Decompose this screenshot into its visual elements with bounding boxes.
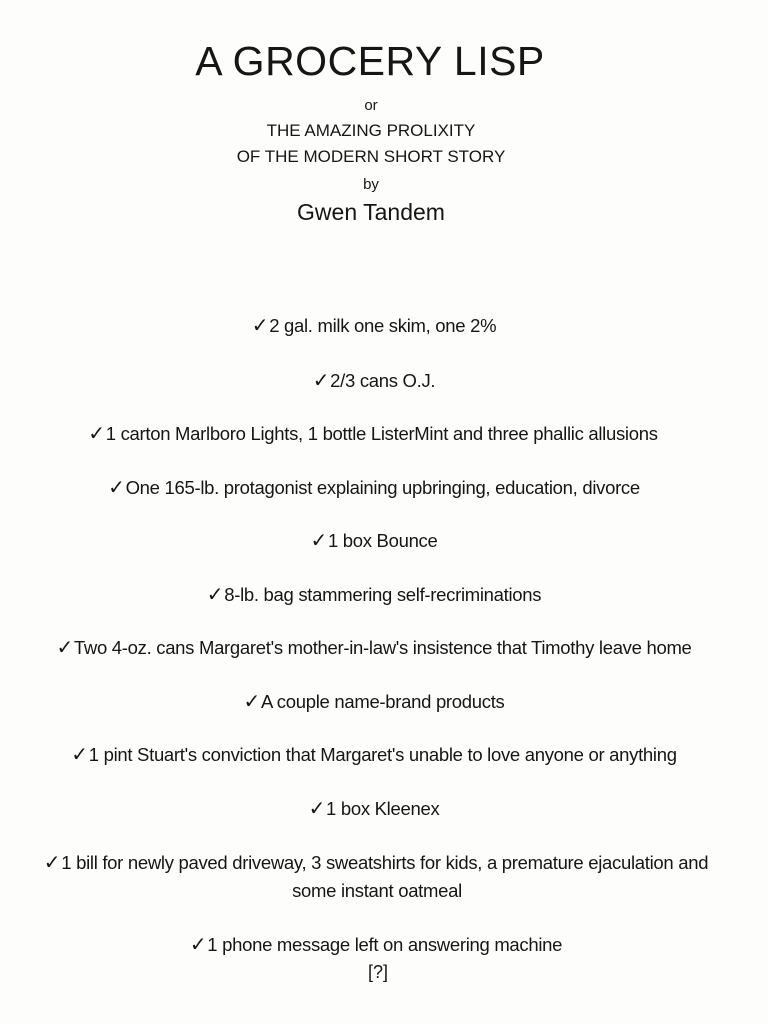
list-item xyxy=(0,741,748,768)
list-item-text: One 165-lb. protagonist explaining upbringing, education, divorce xyxy=(125,477,640,498)
list-item xyxy=(0,367,748,394)
check-icon: ✓ xyxy=(310,528,327,552)
list-item xyxy=(0,420,746,447)
list-item-text: Two 4-oz. cans Margaret's mother-in-law's insistence that Timothy leave home xyxy=(73,637,692,658)
author-name: Gwen Tandem xyxy=(297,199,445,225)
list-item-text: A couple name-brand products xyxy=(260,691,505,712)
check-icon: ✓ xyxy=(108,475,125,499)
check-icon: ✓ xyxy=(243,689,260,713)
list-item-text: 1 carton Marlboro Lights, 1 bottle ListerMint and three phallic allusions xyxy=(105,423,658,444)
list-item-text: 8-lb. bag stammering self-recriminations xyxy=(224,584,542,605)
subtitle-line-1: THE AMAZING PROLIXITY xyxy=(266,121,476,140)
list-item-text: 1 box Bounce xyxy=(327,530,438,551)
list-item-text: 2 gal. milk one skim, one 2% xyxy=(269,315,497,336)
list-item xyxy=(0,795,748,822)
footnote-mark: [?] xyxy=(367,962,388,982)
list-item-text: 1 phone message left on answering machine xyxy=(207,934,563,955)
list-item xyxy=(0,474,748,501)
list-item-text: 2/3 cans O.J. xyxy=(330,370,436,391)
list-item xyxy=(0,527,748,554)
check-icon: ✓ xyxy=(251,313,269,337)
check-icon: ✓ xyxy=(206,582,224,606)
check-icon: ✓ xyxy=(189,932,207,956)
list-item xyxy=(0,312,748,339)
document-title: A GROCERY LISP xyxy=(195,38,545,84)
or-line: or xyxy=(364,97,378,114)
list-item xyxy=(0,849,752,876)
list-item-continuation xyxy=(0,877,754,904)
list-item-text: 1 pint Stuart's conviction that Margaret's unable to love anyone or anything xyxy=(88,744,677,765)
list-item-text: 1 box Kleenex xyxy=(326,798,440,819)
list-item xyxy=(0,581,748,608)
list-item xyxy=(0,931,752,958)
list-item-text: 1 bill for newly paved driveway, 3 sweatshirts for kids, a premature ejaculation and xyxy=(61,852,709,873)
list-item-text: some instant oatmeal xyxy=(292,880,462,901)
by-line: by xyxy=(363,176,379,193)
check-icon: ✓ xyxy=(312,368,330,392)
check-icon: ✓ xyxy=(43,850,61,874)
subtitle-line-2: OF THE MODERN SHORT STORY xyxy=(236,147,506,166)
check-icon: ✓ xyxy=(308,796,326,820)
check-icon: ✓ xyxy=(56,635,73,659)
list-item xyxy=(0,634,748,661)
check-icon: ✓ xyxy=(71,742,88,766)
list-item xyxy=(0,688,748,715)
check-icon: ✓ xyxy=(88,421,105,445)
